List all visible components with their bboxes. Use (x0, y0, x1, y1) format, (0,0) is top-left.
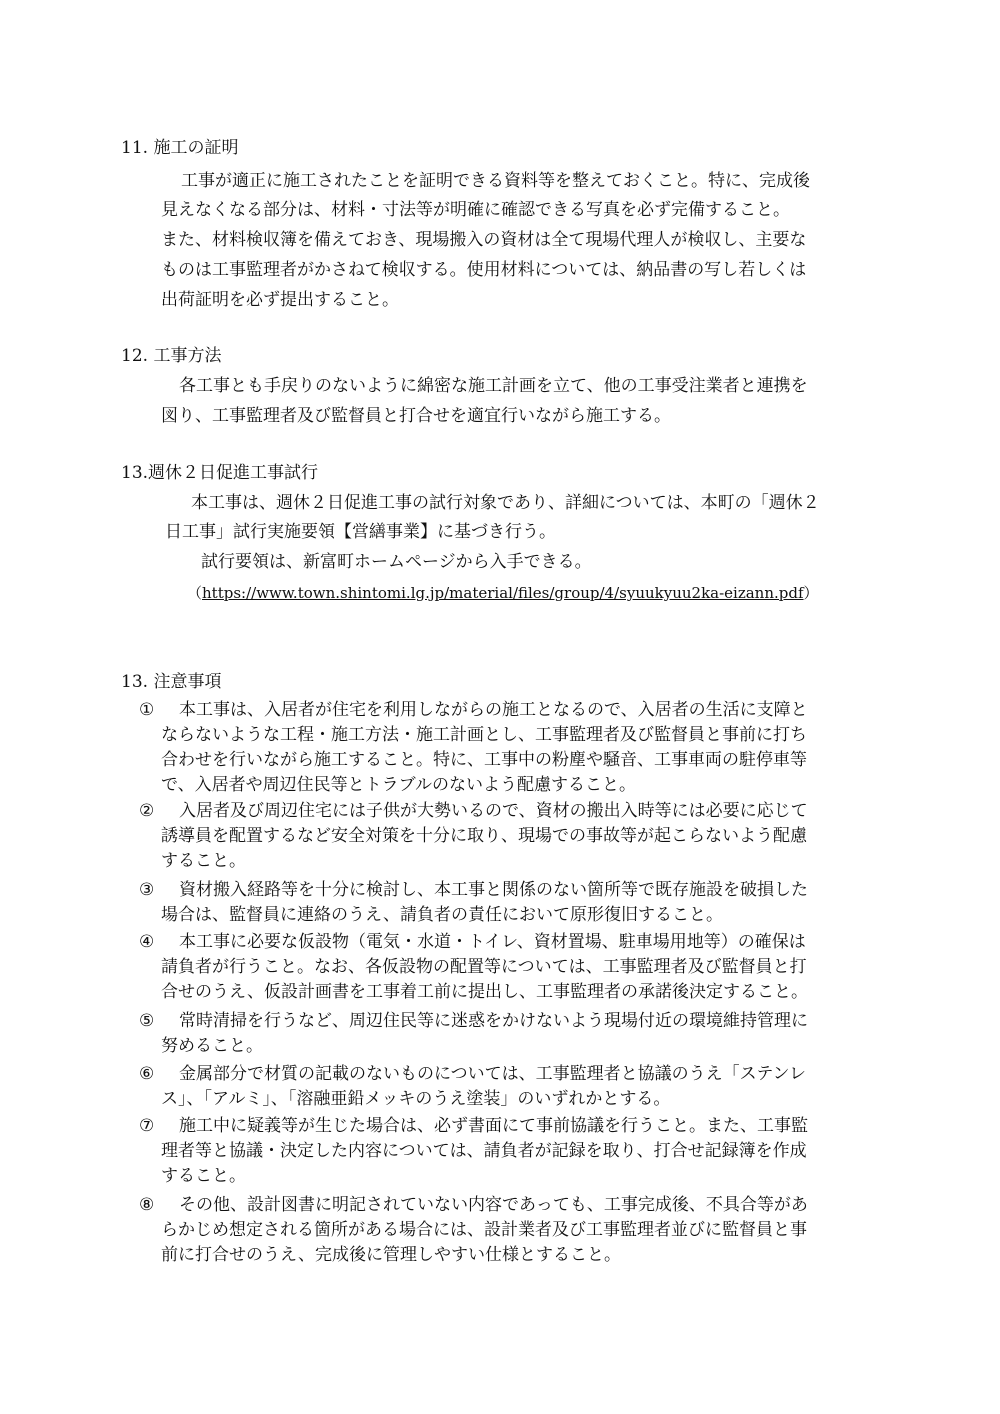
note-7-line-1: 施工中に疑義等が生じた場合は、必ず書面にて事前協議を行うこと。また、工事監 (179, 1116, 808, 1136)
section-12-line-2: 図り、工事監理者及び監督員と打合せを適宜行いながら施工する。 (161, 406, 671, 426)
note-7-marker: ⑦ (139, 1116, 155, 1136)
section-11-line-4: ものは工事監理者がかさねて検収する。使用材料については、納品書の写し若しくは (161, 260, 807, 280)
note-1-marker: ① (139, 700, 155, 720)
note-3-line-2: 場合は、監督員に連絡のうえ、請負者の責任において原形復旧すること。 (161, 905, 724, 925)
url-close-paren: ） (803, 584, 819, 602)
note-2-line-1: 入居者及び周辺住宅には子供が大勢いるので、資材の搬出入時等には必要に応じて (179, 801, 808, 821)
note-4-line-1: 本工事に必要な仮設物（電気・水道・トイレ、資材置場、駐車場用地等）の確保は (179, 932, 806, 952)
note-2-line-2: 誘導員を配置するなど安全対策を十分に取り、現場での事故等が起こらないよう配慮 (161, 826, 807, 846)
url-open-paren: （ (187, 584, 203, 602)
section-11-line-2: 見えなくなる部分は、材料・寸法等が明確に確認できる写真を必ず完備すること。 (161, 200, 790, 220)
note-1-line-1: 本工事は、入居者が住宅を利用しながらの施工となるので、入居者の生活に支障と (179, 700, 808, 720)
note-2-marker: ② (139, 801, 155, 821)
note-6-line-1: 金属部分で材質の記載のないものについては、工事監理者と協議のうえ「ステンレ (179, 1064, 807, 1084)
section-11-line-3: また、材料検収簿を備えておき、現場搬入の資材は全て現場代理人が検収し、主要な (161, 230, 807, 250)
note-8-line-2: らかじめ想定される箇所がある場合には、設計業者及び工事監理者並びに監督員と事 (161, 1220, 807, 1240)
section-11-line-1: 工事が適正に施工されたことを証明できる資料等を整えておくこと。特に、完成後 (181, 171, 810, 191)
note-5-line-1: 常時清掃を行うなど、周辺住民等に迷惑をかけないよう現場付近の環境維持管理に (179, 1011, 808, 1031)
section-13-holiday-line-1: 本工事は、週休２日促進工事の試行対象であり、詳細については、本町の「週休２ (191, 493, 820, 513)
note-4-marker: ④ (139, 932, 155, 952)
note-1-line-3: 合わせを行いながら施工すること。特に、工事中の粉塵や騒音、工事車両の駐停車等 (161, 750, 807, 770)
section-13-notes-heading: 13. 注意事項 (121, 672, 222, 692)
note-5-line-2: 努めること。 (161, 1036, 263, 1056)
section-13-holiday-heading: 13.週休２日促進工事試行 (121, 463, 319, 483)
note-2-line-3: すること。 (161, 851, 246, 871)
note-6-line-2: ス」、「アルミ」、「溶融亜鉛メッキのうえ塗装」のいずれかとする。 (161, 1089, 671, 1109)
note-8-line-1: その他、設計図書に明記されていない内容であっても、工事完成後、不具合等があ (179, 1195, 808, 1215)
note-1-line-2: ならないような工程・施工方法・施工計画とし、工事監理者及び監督員と事前に打ち (161, 725, 807, 745)
note-8-line-3: 前に打合せのうえ、完成後に管理しやすい仕様とすること。 (161, 1245, 622, 1265)
note-4-line-3: 合せのうえ、仮設計画書を工事着工前に提出し、工事監理者の承諾後決定すること。 (161, 982, 809, 1002)
note-7-line-2: 理者等と協議・決定した内容については、請負者が記録を取り、打合せ記録簿を作成 (161, 1141, 807, 1161)
note-5-marker: ⑤ (139, 1011, 155, 1031)
section-11-heading: 11. 施工の証明 (121, 138, 239, 158)
note-8-marker: ⑧ (139, 1195, 155, 1215)
guideline-url-link[interactable]: https://www.town.shintomi.lg.jp/material/files/group/4/syuukyuu2ka-eizann.pdf (202, 584, 804, 602)
note-3-line-1: 資材搬入経路等を十分に検討し、本工事と関係のない箇所等で既存施設を破損した (179, 880, 808, 900)
section-13-holiday-line-3: 試行要領は、新富町ホームページから入手できる。 (201, 552, 592, 572)
section-13-holiday-line-2: 日工事」試行実施要領【営繕事業】に基づき行う。 (165, 522, 556, 542)
note-7-line-3: すること。 (161, 1166, 246, 1186)
note-4-line-2: 請負者が行うこと。なお、各仮設物の配置等については、工事監理者及び監督員と打 (161, 957, 807, 977)
section-12-heading: 12. 工事方法 (121, 346, 222, 366)
section-11-line-5: 出荷証明を必ず提出すること。 (161, 290, 399, 310)
guideline-url-line (187, 581, 819, 605)
section-12-line-1: 各工事とも手戻りのないように綿密な施工計画を立て、他の工事受注業者と連携を (179, 376, 808, 396)
note-1-line-4: で、入居者や周辺住民等とトラブルのないよう配慮すること。 (161, 775, 636, 795)
note-6-marker: ⑥ (139, 1064, 155, 1084)
note-3-marker: ③ (139, 880, 155, 900)
